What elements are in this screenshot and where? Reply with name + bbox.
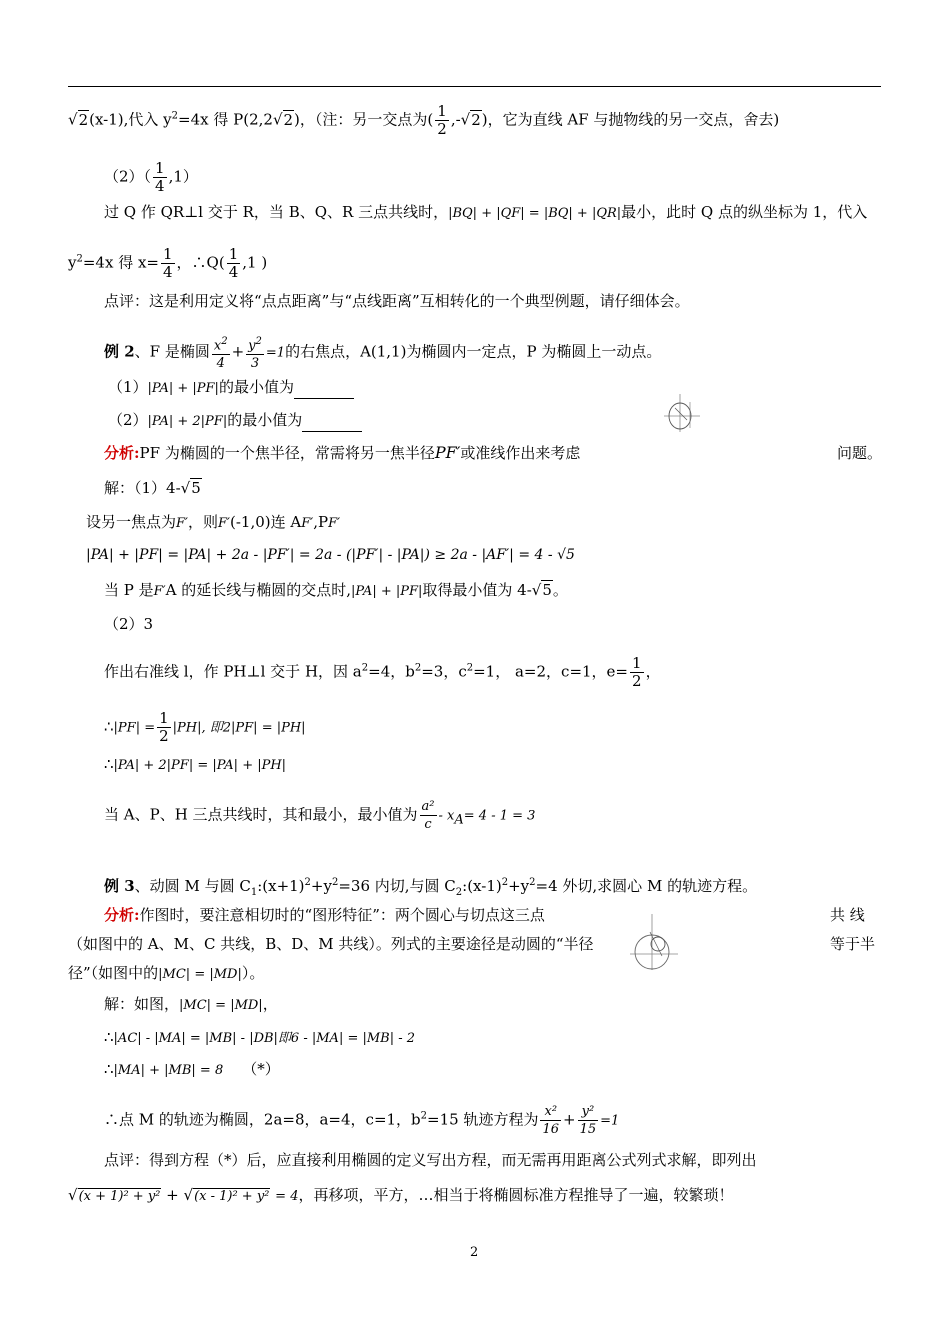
line1-a: (x-1),代入 y <box>89 110 172 129</box>
solution-3: 解：如图，|MC| = |MD|， <box>104 995 278 1013</box>
comment-3a: 点评：得到方程（*）后，应直接利用椭圆的定义写出方程，而无需再用距离公式列式求解，即列出 <box>104 1151 757 1169</box>
page-number: 2 <box>470 1245 479 1260</box>
comment-3b: √(x + 1)² + y² + √(x - 1)² + y² = 4，再移项，平方，…相当于将椭圆标准方程推导了一遍，较繁琐！ <box>68 1186 734 1204</box>
analysis-3-line1: 分析:作图时，要注意相切时的“图形特征”：两个圆心与切点这三点 <box>104 906 545 924</box>
directrix-line: 作出右准线 l，作 PH⊥l 交于 H，因 $a^2=4$，$b^2=3$，$c^2=1$， a=2，c=1，e= $\frac{1}{2}$ ， <box>104 654 661 690</box>
when-line: 当 P 是F′A 的延长线与椭圆的交点时,|PA| + |PF|取得最小值为 4-√5。 <box>104 581 568 599</box>
sqrt-2: 2 <box>78 110 89 129</box>
line1-e: )，它为直线 AF 与抛物线的另一交点，舍去) <box>481 110 780 129</box>
analysis-3-right1: 共 线 <box>830 906 865 924</box>
analysis-3-line2: （如图中的 A、M、C 共线，B、D、M 共线）。列式的主要途径是动圆的“半径 <box>68 935 594 953</box>
part2-head: （2）（ $\frac{1}{4}$ ,1） <box>104 159 198 195</box>
therefore-2: ∴|PA| + 2|PF| = |PA| + |PH| <box>104 755 287 773</box>
example-2: 例 2、F 是椭圆 $\frac{x^2}{4}$ + $\frac{y^2}{3}$ =1的右焦点，A(1,1)为椭圆内一定点，P 为椭圆上一动点。 <box>104 333 661 372</box>
example-3-label: 例 3 <box>104 877 135 895</box>
line1-c: )，（注：另一交点为( <box>294 110 434 129</box>
ellipse-figure <box>660 392 702 434</box>
focus-line: 设另一焦点为F′，则F′(-1,0)连 AF′,PF′ <box>86 513 341 531</box>
comment-1: 点评：这是利用定义将“点点距离”与“点线距离”互相转化的一个典型例题，请仔细体会。 <box>104 292 690 310</box>
example-3: 例 3、动圆 M 与圆 $C_1:(x+1)^2+y^2=36$ 内切,与圆 $C_2:(x-1)^2+y^2=4$ 外切,求圆心 M 的轨迹方程。 <box>104 877 758 898</box>
line1-d: ,- <box>450 110 461 129</box>
analysis-3-line3: 径”（如图中的|MC| = |MD|）。 <box>68 964 265 982</box>
question-1: （1）|PA| + |PF|的最小值为 <box>108 377 354 399</box>
formula-bq: |BQ| + |QF| = |BQ| + |QR| <box>448 206 622 221</box>
sqrt-2b: 2 <box>283 110 294 129</box>
long-equation: |PA| + |PF| = |PA| + 2a - |PF′| = 2a - (|PF′| - |PA|) ≥ 2a - |AF′| = 4 - √5 <box>86 547 575 563</box>
solution-1: 解：（1）4-√5 <box>104 479 201 497</box>
therefore-1: ∴|PF| = $\frac{1}{2}$ |PH|, 即2|PF| = |PH| <box>104 709 306 745</box>
qr-line: 过 Q 作 QR⊥l 交于 R，当 B、Q、R 三点共线时，|BQ| + |QF| = |BQ| + |QR|最小，此时 Q 点的纵坐标为 1，代入 <box>104 203 868 221</box>
example-2-label: 例 2 <box>104 342 135 361</box>
solution-3-line3: ∴点 M 的轨迹为椭圆，2a=8，a=4，c=1，$b^2=15$ 轨迹方程为 $\frac{\text{x²}}{16}$ + $\frac{\text{y²}}{15}$ =1 <box>104 1104 620 1137</box>
analysis-2: 分析:PF 为椭圆的一个焦半径，常需将另一焦半径PF′或准线作出来考虑 问题。 <box>104 443 882 462</box>
answer-blank-1 <box>294 384 354 399</box>
fraction-half: $\frac{1}{2}$ <box>437 102 447 138</box>
line-1: √2(x-1),代入 $y^2=4x$ 得 P(2,2√2)，（注：另一交点为( $\frac{1}{2}$ ,-√2)，它为直线 AF 与抛物线的另一交点，舍去) <box>68 102 780 138</box>
collinear-line: 当 A、P、H 三点共线时，其和最小，最小值为 $\frac{\text{a²}}{c}$ - $x_A= 4 - 1 = 3$ <box>104 799 536 832</box>
analysis-3-label: 分析: <box>104 906 140 924</box>
answer-blank-2 <box>302 417 362 432</box>
analysis-3-right2: 等于半 <box>830 935 876 953</box>
analysis-2-label: 分析: <box>104 444 140 462</box>
circle-figure <box>628 912 680 972</box>
sqrt-2c: 2 <box>471 110 481 129</box>
line1-b: =4x 得 P(2,2 <box>178 110 273 129</box>
question-2: （2）|PA| + 2|PF|的最小值为 <box>108 410 362 432</box>
solution-3-line2: ∴|MA| + |MB| = 8 （*） <box>104 1060 280 1078</box>
solution-3-line1: ∴|AC| - |MA| = |MB| - |DB|即6 - |MA| = |MB| - 2 <box>104 1028 416 1046</box>
header-rule <box>68 86 881 87</box>
solution-2: （2）3 <box>104 615 154 633</box>
y2-line: $y^2=4x$ 得 x= $\frac{1}{4}$ ，∴Q( $\frac{1}{4}$ ,1 ) <box>68 245 268 281</box>
